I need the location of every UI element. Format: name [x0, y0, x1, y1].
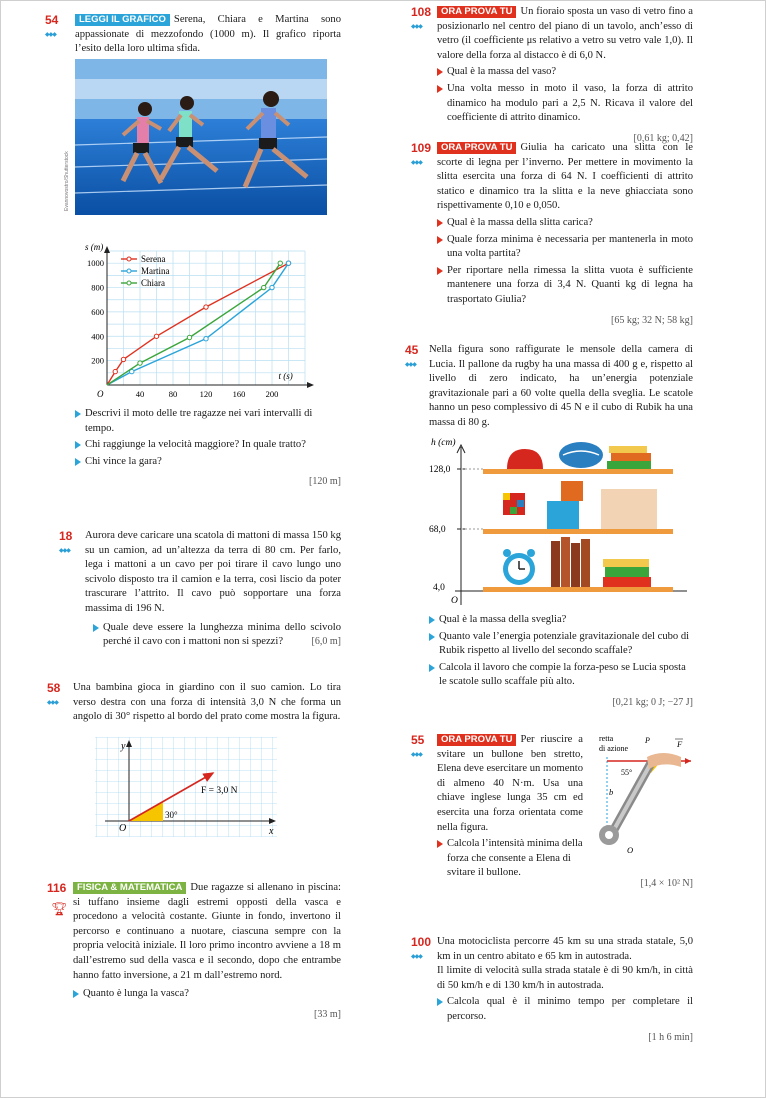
question-2: Quale forza minima è necessaria per mantenerla in moto una volta partita? — [437, 233, 693, 262]
question-1: Qual è la massa della sveglia? — [429, 613, 693, 628]
problem-number: 18 — [59, 529, 73, 543]
answer: [0,21 kg; 0 J; −27 J] — [612, 696, 693, 708]
question-3: Per riportare nella rimessa la slitta vuota è sufficiente mantenere una forza di 3,4 N. Quanti kg di legna ha trasportato Giulia? — [437, 264, 693, 308]
problem-number: 100 — [411, 935, 432, 949]
x-tick-label: 40 — [135, 389, 145, 399]
difficulty-dots: ◆◆◆ — [45, 31, 56, 38]
photo-credit: Evannovostro/Shutterstock — [64, 151, 70, 211]
position-time-chart — [81, 241, 321, 403]
x-tick-label: 160 — [232, 389, 246, 399]
question-1: Calcola l’intensità minima della forza che consente a Elena di svitare il bullone. — [437, 837, 583, 881]
y-axis-label: y — [121, 741, 126, 752]
question-2: Una volta messo in moto il vaso, la forza di attrito dinamico ha modulo pari a 2,5 N. Ricava il valore del coefficiente di attrito dinamico. — [437, 82, 693, 126]
force-f-label: F — [677, 739, 683, 749]
pivot-o-label: O — [627, 845, 634, 855]
x-axis-label: x — [269, 826, 274, 837]
data-point — [154, 334, 158, 338]
h-axis-label: h (cm) — [431, 438, 456, 448]
trophy-icon: 🏆︎ — [51, 902, 68, 917]
problem-text: Un fioraio sposta un vaso di vetro fino a posizionarlo nel centro del piano di un tavolo, anch’esso di vetro (il coefficiente μs relativo a vetro su vetro vale 1,0). Il valore della forza al distacco è di 6,0 N. — [437, 6, 693, 61]
problem-18 — [59, 529, 341, 650]
legend-label: Chiara — [141, 278, 165, 288]
line-of-action-label-2: di azione — [599, 744, 629, 753]
origin-label: O — [451, 596, 458, 606]
question-1: Quale deve essere la lunghezza minima dello scivolo perché il cavo con i mattoni non si spezzi? [6,0 m] — [93, 621, 341, 650]
data-point — [121, 357, 125, 361]
problem-54-questions — [75, 405, 341, 490]
level-1: 128,0 — [429, 465, 451, 475]
problem-text: Una bambina gioca in giardino con il suo camion. Lo tira verso destra con una forza di intensità 3,0 N che forma un angolo di 30° rispetto al bordo del prato come mostra la figura. — [73, 682, 341, 723]
y-tick-label: 800 — [91, 282, 104, 293]
rugby-ball-icon — [559, 442, 603, 468]
box-icon — [547, 501, 579, 529]
box-icon — [601, 489, 657, 529]
level-2: 68,0 — [429, 525, 446, 535]
data-point — [113, 369, 117, 373]
answer: [0,61 kg; 0,42] — [633, 132, 693, 144]
problem-number: 55 — [411, 733, 425, 747]
question-1: Quanto è lunga la vasca? — [73, 987, 341, 1002]
problem-109 — [411, 141, 693, 328]
shelves-figure — [421, 433, 693, 609]
books-icon — [551, 537, 590, 587]
point-p-label: P — [645, 736, 650, 745]
section-tag: ORA PROVA TU — [437, 142, 516, 154]
problem-58 — [47, 681, 341, 725]
legend-label: Serena — [141, 254, 166, 264]
answer: [33 m] — [314, 1008, 341, 1020]
angle-label: 55° — [621, 768, 633, 777]
data-point — [204, 337, 208, 341]
answer: [1 h 6 min] — [648, 1031, 693, 1043]
line-of-action-label: retta — [599, 734, 614, 743]
level-3: 4,0 — [433, 583, 445, 593]
origin-label: O — [119, 823, 127, 834]
force-label: F = 3,0 N — [201, 786, 238, 796]
chart-svg — [81, 241, 321, 403]
runners-photo — [75, 59, 327, 215]
y-axis-label: s (m) — [85, 242, 104, 252]
legend-marker — [127, 257, 131, 261]
question-1: Qual è la massa del vaso? — [437, 65, 693, 80]
section-tag: FISICA & MATEMATICA — [73, 882, 186, 894]
answer: [65 kg; 32 N; 58 kg] — [611, 314, 693, 326]
legend-marker — [127, 281, 131, 285]
x-tick-label: 80 — [168, 389, 178, 399]
problem-45 — [405, 343, 693, 431]
difficulty-dots: ◆◆◆ — [59, 547, 70, 554]
y-axis-arrow — [104, 246, 110, 253]
angle-label: 30° — [165, 810, 178, 820]
x-axis-label: t (s) — [278, 371, 293, 381]
problem-45-questions — [429, 611, 693, 711]
problem-number: 45 — [405, 343, 419, 357]
problem-number: 109 — [411, 141, 432, 155]
y-tick-label: 1000 — [87, 258, 104, 269]
problem-text: Nella figura sono raffigurate le mensole della camera di Lucia. Il pallone da rugby ha una massa di 400 g e, rispetto al livello di zero indicato, ha un’energia potenziale gravitazionale pari a 60 volte quella della sveglia. Le scatole hanno un peso complessivo di 45 N e il cubo di Rubik ha una massa di 80 g. — [429, 344, 693, 428]
question-1: Calcola qual è il minimo tempo per completare il percorso. — [437, 995, 693, 1024]
data-point — [138, 361, 142, 365]
difficulty-dots: ◆◆◆ — [405, 361, 416, 368]
problem-number: 58 — [47, 681, 61, 695]
problem-text: Due ragazze si allenano in piscina: si tuffano insieme dagli estremi opposti della vasca e procedono a velocità costante. Giunte in fondo, invertono il percorso e continuano a nuotare, ciascuna sempre con la propria velocità iniziale. Il loro primo incontro avviene a 18 m dall’estremo sud della vasca e il secondo, dopo che entrambe hanno fatto inversione, a 21 m dall’estremo nord. — [73, 882, 341, 981]
difficulty-dots: ◆◆◆ — [411, 23, 422, 30]
answer: [1,4 × 10² N] — [640, 878, 693, 889]
problem-100 — [411, 935, 693, 1045]
data-point — [204, 305, 208, 309]
rubik-cube-icon — [503, 493, 525, 515]
difficulty-dots: ◆◆◆ — [411, 953, 422, 960]
data-point — [286, 261, 290, 265]
section-tag: ORA PROVA TU — [437, 6, 516, 18]
data-point — [270, 285, 274, 289]
problem-text: Aurora deve caricare una scatola di mattoni di massa 150 kg su un camion, ad un’altezza da terra di 80 cm. Per farlo, lega i mattoni a un cavo per poi tirare il cavo lungo uno scivolo disposto tra il camion e la terra, così liscio da poter trascurare l’attrito. Il cavo può sopportare una forza massima di 196 N. — [85, 530, 341, 614]
problem-number: 108 — [411, 5, 432, 19]
x-axis-arrow — [307, 382, 314, 388]
problem-116 — [47, 881, 341, 1022]
data-point — [187, 335, 191, 339]
bag-icon — [507, 449, 543, 469]
difficulty-dots: ◆◆◆ — [47, 699, 58, 706]
y-tick-label: 400 — [91, 331, 104, 342]
question-1: Qual è la massa della slitta carica? — [437, 216, 693, 231]
question-1: Descrivi il moto delle tre ragazze nei vari intervalli di tempo. — [75, 407, 341, 436]
question-3: Calcola il lavoro che compie la forza-peso se Lucia sposta le scatole sullo scaffale più alto. — [429, 661, 693, 690]
y-tick-label: 200 — [91, 355, 104, 366]
question-3: Chi vince la gara? — [75, 455, 341, 470]
problem-number: 116 — [47, 881, 67, 895]
problem-number: 54 — [45, 13, 59, 27]
problem-54 — [45, 13, 341, 57]
alarm-clock-icon — [503, 549, 535, 585]
y-tick-label: 600 — [91, 306, 104, 317]
wrench-figure — [591, 731, 695, 855]
difficulty-dots: ◆◆◆ — [411, 751, 422, 758]
problem-text: Per riuscire a svitare un bullone ben stretto, Elena deve esercitare un momento di almeno 40 N·m. Usa una chiave inglese lunga 35 cm ed esercita una forza orientata come nella figura. — [437, 734, 583, 833]
problem-55-answer — [601, 877, 693, 892]
problem-text: Serena, Chiara e Martina sono appassionate di mezzofondo (1000 m). Il grafico riporta l’esito della loro ultima sfida. — [75, 14, 341, 55]
problem-text: Giulia ha caricato una slitta con le scorte di legna per l’inverno. Per mettere in movimento la slitta esercita una forza di 64 N. I coefficienti di attrito statico e dinamico tra la slitta e la neve ghiacciata sono rispettivamente 0,10 e 0,050. — [437, 142, 693, 212]
problem-text-2: Il limite di velocità sulla strada statale è di 90 km/h, in città di 50 km/h e di 130 km/h in autostrada. — [437, 965, 693, 991]
origin-label: O — [97, 389, 104, 399]
arm-b-label: b — [609, 787, 614, 797]
x-tick-label: 120 — [199, 389, 213, 399]
answer: [120 m] — [309, 476, 341, 488]
x-tick-label: 200 — [265, 389, 279, 399]
data-point — [278, 261, 282, 265]
problem-108 — [411, 5, 693, 146]
problem-text: Una motociclista percorre 45 km su una strada statale, 5,0 km in un centro abitato e 65 km in autostrada. — [437, 936, 693, 962]
section-tag: LEGGI IL GRAFICO — [75, 14, 170, 26]
answer: [6,0 m] — [311, 636, 341, 648]
question-2: Quanto vale l’energia potenziale gravitazionale del cubo di Rubik rispetto al livello del secondo scaffale? — [429, 630, 693, 659]
force-diagram — [85, 737, 285, 839]
problem-55 — [411, 733, 583, 881]
legend-marker — [127, 269, 131, 273]
legend-label: Martina — [141, 266, 170, 276]
difficulty-dots: ◆◆◆ — [411, 159, 422, 166]
data-point — [262, 285, 266, 289]
question-2: Chi raggiunge la velocità maggiore? In quale tratto? — [75, 438, 341, 453]
section-tag: ORA PROVA TU — [437, 734, 516, 746]
